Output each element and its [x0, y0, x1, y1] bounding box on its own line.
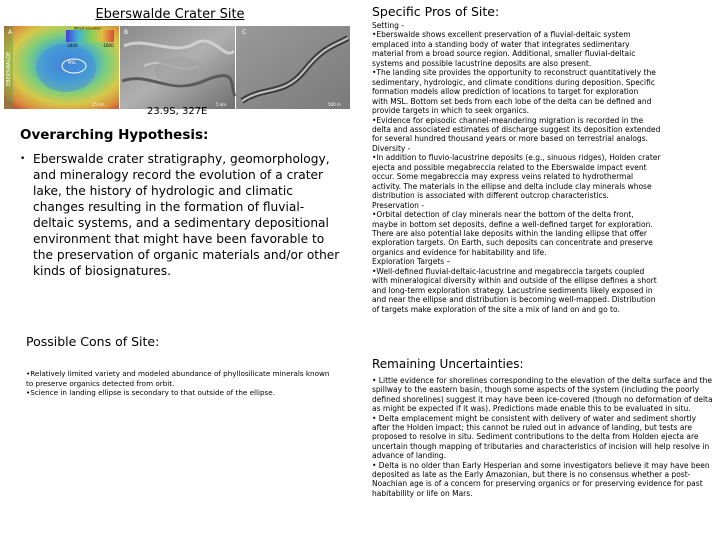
- pros-line: maybe in bottom set deposits, define a well-defined target for exploration.: [372, 219, 653, 229]
- panel-b: [120, 26, 235, 109]
- pros-line: systems and possible lacustrine deposits are also present.: [372, 58, 592, 68]
- pros-line: •Orbital detection of clay minerals near the bottom of the delta front,: [372, 210, 634, 220]
- pros-line: •Eberswalde shows excellent preservation of a fluvial-deltaic system: [372, 30, 631, 40]
- pros-line: delta and associated estimates of discharge suggest its deposition extended: [372, 124, 661, 134]
- site-title: Eberswalde Crater Site: [95, 7, 245, 22]
- pros-line: sedimentary, hydrologic, and climate conditions during deposition. Specific: [372, 77, 655, 87]
- pros-line: distribution is associated with different outcrop characteristics.: [372, 191, 609, 201]
- uncertainty-item: • Delta is no older than Early Hesperian and some investigators believe it may have been deposited as late as the Early Amazonian, but there is no consensus whether a post-Noachian age is of a concern for preserving organics or for preserving evidence for past habitability or life on Mars.: [372, 460, 710, 498]
- uncertainty-item: • Little evidence for shorelines corresponding to the elevation of the delta surface and the spillway to the eastern basin, though some aspects of the system (including the poorly defined shorelines) suggest it may have been ice-covered (though no deformation of delta as might be expected if it was). Predictions made enable this to be evaluated in situ.: [372, 376, 713, 414]
- site-figure: [4, 26, 350, 109]
- pros-line: •The landing site provides the opportunity to reconstruct quantitatively the: [372, 68, 656, 78]
- pros-line: formation models allow prediction of locations to target for exploration: [372, 87, 639, 97]
- pros-line: ejecta and possible megabreccia related to the Eberswalde impact event: [372, 162, 647, 172]
- cons-item: •Science in landing ellipse is secondary to that outside of the ellipse.: [26, 388, 276, 397]
- pros-heading: Specific Pros of Site:: [372, 4, 500, 19]
- panel-a-letter: A: [8, 29, 13, 36]
- pros-line: •Evidence for episodic channel-meandering migration is recorded in the: [372, 115, 644, 125]
- panel-b-letter: B: [124, 29, 129, 36]
- hypothesis-list: [20, 151, 342, 279]
- pros-line: exploration targets. On Earth, such deposits can concentrate and preserve: [372, 238, 653, 248]
- pros-line: of targets make exploration of the site a mix of land on and go to.: [372, 304, 620, 314]
- panel-a: [4, 26, 119, 109]
- pros-line: provide targets in which to seek organics.: [372, 106, 530, 116]
- pros-line: Diversity -: [372, 143, 411, 153]
- panel-a-side-label: EBERSWALDE: [6, 51, 12, 86]
- uncertainties-heading: Remaining Uncertainties:: [372, 357, 524, 371]
- hypothesis-heading: Overarching Hypothesis:: [20, 127, 209, 143]
- inset-label: MSL: [68, 60, 77, 65]
- pros-line: emplaced into a standing body of water that integrates sedimentary: [372, 39, 630, 49]
- pros-line: organics and evidence for habitability and life.: [372, 247, 547, 257]
- pros-line: Exploration Targets –: [372, 257, 451, 267]
- pros-line: activity. The materials in the ellipse and delta include clay minerals whose: [372, 181, 652, 191]
- panel-c: [236, 26, 350, 109]
- cons-heading: Possible Cons of Site:: [26, 334, 160, 349]
- legend-max: -1600: [102, 43, 114, 48]
- pros-line: with MSL. Bottom set beds from each lobe of the delta can be defined and: [372, 96, 652, 106]
- scale-b: 5 km: [216, 102, 227, 107]
- uncertainties-body: [372, 376, 714, 498]
- pros-line: Preservation -: [372, 200, 425, 210]
- pros-line: and near the ellipse and distribution is becoming well-mapped. Distribution: [372, 295, 656, 305]
- cons-list: [26, 369, 338, 398]
- pros-body: [372, 21, 714, 314]
- pros-line: material from a broad source region. Additional, smaller fluvial-deltaic: [372, 49, 636, 59]
- pros-line: with mineralogical diversity within and outside of the ellipse defines a short: [372, 276, 657, 286]
- pros-line: •Well-defined fluvial-deltaic-lacustrine and megabreccia targets coupled: [372, 266, 645, 276]
- pros-line: and long-term exploration strategy. Lacustrine sediments likely exposed in: [372, 285, 653, 295]
- hypothesis-item: • Eberswalde crater stratigraphy, geomorphology, and mineralogy record the evolution of a crater lake, the history of hydrologic and climatic changes resulting in the formation of fluvial-deltaic systems, and a sedimentary depositional environment that might have been favorable to the preservation of organic materials and/or other kinds of biosignatures.: [20, 151, 342, 279]
- cons-item: •Relatively limited variety and modeled abundance of phyllosilicate minerals known to preserve organics detected from orbit.: [26, 369, 330, 388]
- pros-line: •In addition to fluvio-lacustrine deposits (e.g., sinuous ridges), Holden crater: [372, 153, 661, 163]
- pros-line: occur. Some megabreccia may express veins related to hydrothermal: [372, 172, 634, 182]
- legend-title: MOLA elevation: [74, 26, 102, 31]
- uncertainty-item: • Delta emplacement might be consistent with delivery of water and sediment shortly after the Holden impact; this cannot be ruled out in advance of landing, but tests are proposed to resolve in situ. Sediment contributions to the delta from Holden ejecta are uncertain though mapping of tributaries and characteristics of incision will help resolve in advance of landing.: [372, 413, 710, 461]
- pros-line: There are also potential lake deposits within the landing ellipse that offer: [372, 228, 647, 238]
- pros-line: Setting -: [372, 21, 404, 30]
- panel-c-letter: C: [242, 29, 247, 36]
- scale-a: 25 km: [92, 102, 105, 107]
- site-figure-image: [4, 26, 350, 109]
- pros-line: for several hundred thousand years or more based on terrestrial analogs.: [372, 134, 648, 144]
- scale-c: 500 m: [328, 102, 341, 107]
- site-coordinates: 23.9S, 327E: [147, 106, 208, 117]
- legend-min: -2400: [66, 43, 78, 48]
